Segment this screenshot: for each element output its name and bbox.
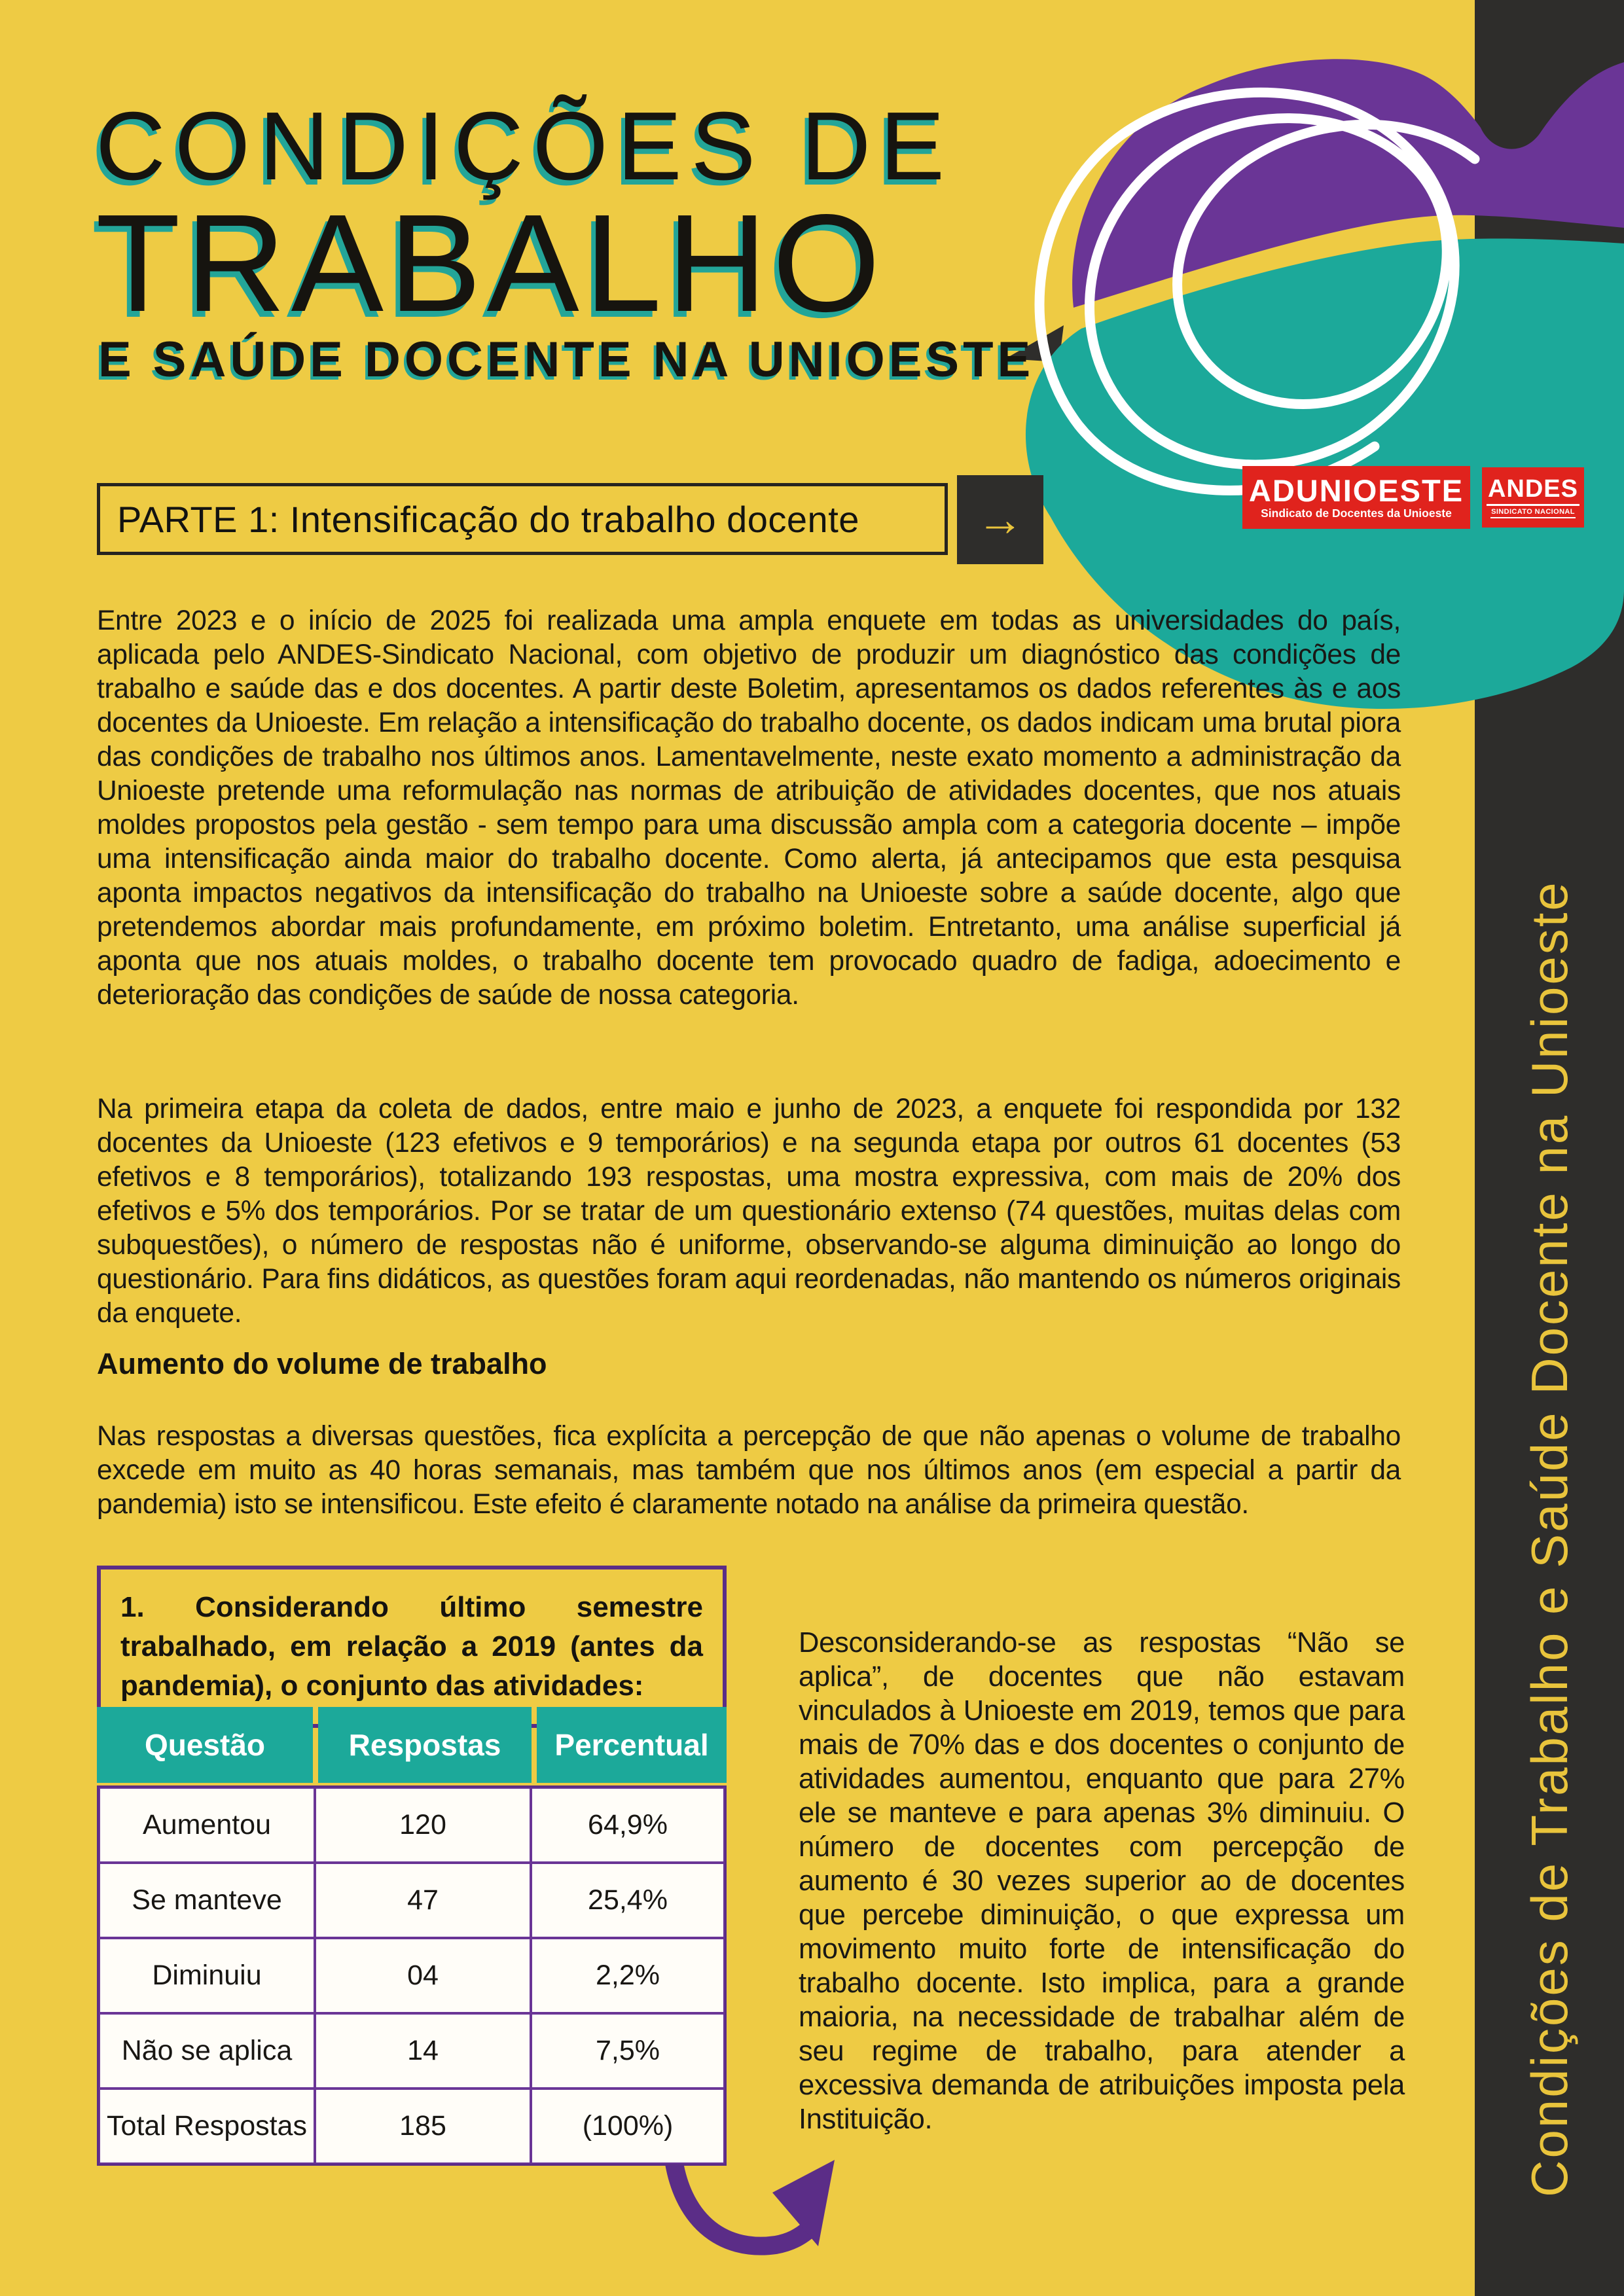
section-paragraph: Nas respostas a diversas questões, fica explícita a percepção de que não apenas o volume de trabalho excede em muito as 40 horas semanais, mas também que nos últimos anos (em especial a partir da pandemia) isto se intensificou. Este efeito é claramente notado na análise da primeira questão. xyxy=(97,1420,1401,1520)
table-cell: 25,4% xyxy=(531,1863,725,1938)
andes-logo xyxy=(1482,467,1584,528)
table-cell: Aumentou xyxy=(99,1787,315,1863)
andes-logo-subtitle: SINDICATO NACIONAL xyxy=(1490,506,1576,518)
section-heading: Aumento do volume de trabalho xyxy=(97,1347,547,1380)
table-cell: (100%) xyxy=(531,2089,725,2164)
table-cell: Diminuiu xyxy=(99,1938,315,2013)
table-cell: 47 xyxy=(315,1863,531,1938)
table-cell: 185 xyxy=(315,2089,531,2164)
results-table xyxy=(97,1707,727,2166)
question-box xyxy=(97,1566,727,1728)
table-cell: 7,5% xyxy=(531,2013,725,2089)
intro-paragraph-1: Entre 2023 e o início de 2025 foi realizada uma ampla enquete em todas as universidades do país, aplicada pelo ANDES-Sindicato Nacional, com objetivo de produzir um diagnóstico das condições de trabalho e saúde das e dos docentes. A partir deste Boletim, apresentamos os dados referentes às e aos docentes da Unioeste. Em relação a intensificação do trabalho docente, os dados indicam uma brutal piora das condições de trabalho nos últimos anos. Lamentavelmente, neste exato momento a administração da Unioeste pretende uma reformulação nas normas de atribuição de atividades docentes, que nos atuais moldes propostos pela gestão - sem tempo para uma discussão ampla com a categoria docente – impõe uma intensificação ainda maior do trabalho docente. Como alerta, já antecipamos que esta pesquisa aponta impactos negativos da intensificação do trabalho na Unioeste sobre a saúde docente, algo que pretendemos abordar mais profundamente, em próximo boletim. Entretanto, uma análise superficial já aponta que nos atuais moldes, o trabalho docente tem provocado quadro de fadiga, adoecimento e deterioração das condições de saúde de nossa categoria. xyxy=(97,605,1401,1011)
page-subtitle: E SAÚDE DOCENTE NA UNIOESTE xyxy=(98,332,1035,387)
intro-paragraph-2: Na primeira etapa da coleta de dados, entre maio e junho de 2023, a enquete foi respondida por 132 docentes da Unioeste (123 efetivos e 9 temporários) e na segunda etapa por outros 61 docentes (53 efetivos e 8 temporários), totalizando 193 respostas, uma mostra expressiva, com mais de 20% dos efetivos e 5% dos temporários. Por se tratar de um questionário extenso (74 questões, muitas delas com subquestões), o número de respostas não é uniforme, observando-se alguma diminuição ao longo do questionário. Para fins didáticos, as questões foram aqui reordenadas, não mantendo os números originais da enquete. xyxy=(97,1093,1401,1329)
part-banner xyxy=(97,483,948,555)
column-header: Respostas xyxy=(318,1707,532,1783)
adunioeste-logo xyxy=(1242,466,1470,529)
table-cell: 2,2% xyxy=(531,1938,725,2013)
adunioeste-logo-name: ADUNIOESTE xyxy=(1248,473,1464,508)
table-cell: 120 xyxy=(315,1787,531,1863)
table-cell: 64,9% xyxy=(531,1787,725,1863)
column-header: Percentual xyxy=(537,1707,727,1783)
page-title-line1: CONDIÇÕES DE xyxy=(96,92,954,200)
sidebar-vertical-title: Condições de Trabalho e Saúde Docente na Unioeste xyxy=(1521,880,1578,2197)
right-arrow-icon: → xyxy=(977,493,1024,546)
table-cell: Total Respostas xyxy=(99,2089,315,2164)
table-cell: 14 xyxy=(315,2013,531,2089)
table-cell: Se manteve xyxy=(99,1863,315,1938)
part-banner-label: PARTE 1: Intensificação do trabalho docente xyxy=(117,498,859,540)
column-header: Questão xyxy=(97,1707,313,1783)
andes-logo-name: ANDES xyxy=(1487,476,1579,506)
table-cell: Não se aplica xyxy=(99,2013,315,2089)
next-part-button[interactable] xyxy=(957,475,1043,564)
analysis-paragraph: Desconsiderando-se as respostas “Não se aplica”, de docentes que não estavam vinculados à Unioeste em 2019, temos que para mais de 70% das e dos docentes o conjunto de atividades aumentou, enquanto que para 27% ele se manteve e para apenas 3% diminuiu. O número de docentes com percepção de aumento é 30 vezes superior ao de docentes que percebe diminuição, o que expressa um movimento muito forte de intensificação do trabalho docente. Isto implica, para a grande maioria, na necessidade de trabalhar além de seu regime de trabalho, para atender a excessiva demanda de atribuições imposta pela Instituição. xyxy=(799,1626,1405,2135)
question-text: 1. Considerando último semestre trabalhado, em relação a 2019 (antes da pandemia), o conjunto das atividades: xyxy=(120,1591,703,1702)
table-cell: 04 xyxy=(315,1938,531,2013)
adunioeste-logo-subtitle: Sindicato de Docentes da Unioeste xyxy=(1261,507,1452,520)
page-title-line2: TRABALHO xyxy=(96,185,886,340)
results-table-header xyxy=(97,1707,727,1783)
results-table-body xyxy=(97,1785,727,2166)
